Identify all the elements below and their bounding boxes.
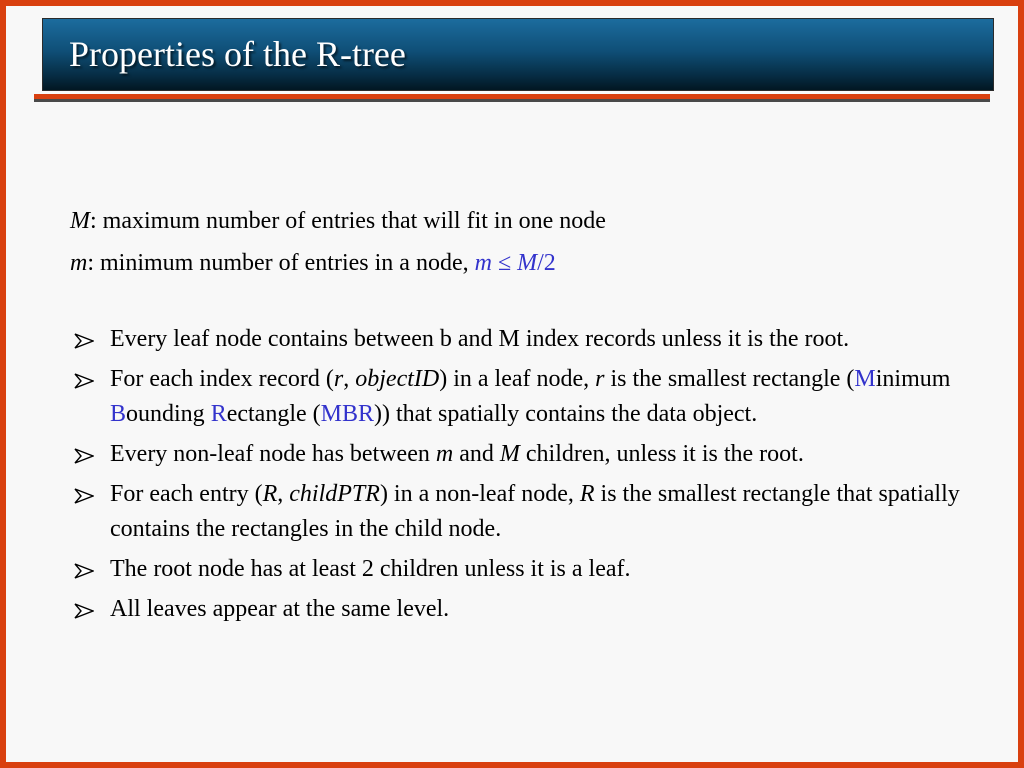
text-run: ,	[343, 366, 356, 392]
text-run: )) that spatially contains the data object.	[374, 401, 758, 427]
italic-run: r	[595, 366, 605, 392]
definition-m-text: : minimum number of entries in a node,	[87, 250, 475, 276]
italic-run: r	[333, 366, 344, 392]
bullet-text: The root node has at least 2 children unless it is a leaf.	[110, 556, 631, 582]
bullet-item	[74, 437, 974, 472]
bullet-item	[74, 477, 974, 547]
text-run: ectangle (	[226, 401, 321, 427]
bullet-text: Every leaf node contains between b and M index records unless it is the root.	[110, 326, 850, 352]
italic-run: m	[435, 441, 454, 467]
formula-relation: ≤	[491, 250, 518, 276]
italic-run: R	[262, 481, 278, 507]
bullet-text	[110, 481, 960, 542]
definition-m	[70, 242, 606, 284]
arrow-bullet-icon	[74, 448, 94, 464]
text-run: For each entry (	[110, 481, 263, 507]
bullet-item	[74, 552, 974, 587]
highlight-run: M	[854, 366, 876, 392]
arrow-bullet-icon	[74, 373, 94, 389]
definitions	[70, 200, 606, 284]
italic-run: M	[499, 441, 520, 467]
italic-run: objectID	[355, 366, 440, 392]
text-run: is the smallest rectangle that spatially contains the rectangles in the child node.	[110, 481, 960, 542]
arrow-bullet-icon	[74, 563, 94, 579]
text-run: ) in a non-leaf node,	[379, 481, 580, 507]
bullet-text	[110, 366, 950, 427]
highlight-run: R	[210, 401, 227, 427]
text-run: ounding	[126, 401, 211, 427]
definition-M-text: : maximum number of entries that will fit in one node	[90, 208, 606, 234]
formula	[475, 250, 556, 276]
text-run: Every non-leaf node has between	[110, 441, 436, 467]
bullet-item	[74, 322, 974, 357]
bullet-text: All leaves appear at the same level.	[110, 596, 450, 622]
bullet-text	[110, 441, 804, 467]
text-run: ,	[277, 481, 290, 507]
symbol-M: M	[70, 208, 90, 234]
highlight-run: MBR	[320, 401, 374, 427]
title-underline-dark	[34, 99, 990, 102]
italic-run: childPTR	[289, 481, 380, 507]
arrow-bullet-icon	[74, 333, 94, 349]
bullet-item	[74, 592, 974, 627]
definition-M	[70, 200, 606, 242]
text-run: and	[453, 441, 500, 467]
bullet-list	[74, 322, 974, 632]
text-run: is the smallest rectangle (	[604, 366, 855, 392]
formula-M: M	[517, 250, 538, 276]
text-run: inimum	[875, 366, 951, 392]
symbol-m: m	[70, 250, 88, 276]
highlight-run: B	[110, 401, 127, 427]
text-run: For each index record (	[110, 366, 334, 392]
title-bar	[42, 18, 994, 91]
text-run: ) in a leaf node,	[439, 366, 596, 392]
arrow-bullet-icon	[74, 603, 94, 619]
bullet-item	[74, 362, 974, 432]
slide-title: Properties of the R-tree	[69, 34, 406, 74]
arrow-bullet-icon	[74, 488, 94, 504]
formula-tail: /2	[537, 250, 556, 276]
italic-run: R	[579, 481, 595, 507]
text-run: children, unless it is the root.	[519, 441, 804, 467]
formula-m: m	[474, 250, 492, 276]
